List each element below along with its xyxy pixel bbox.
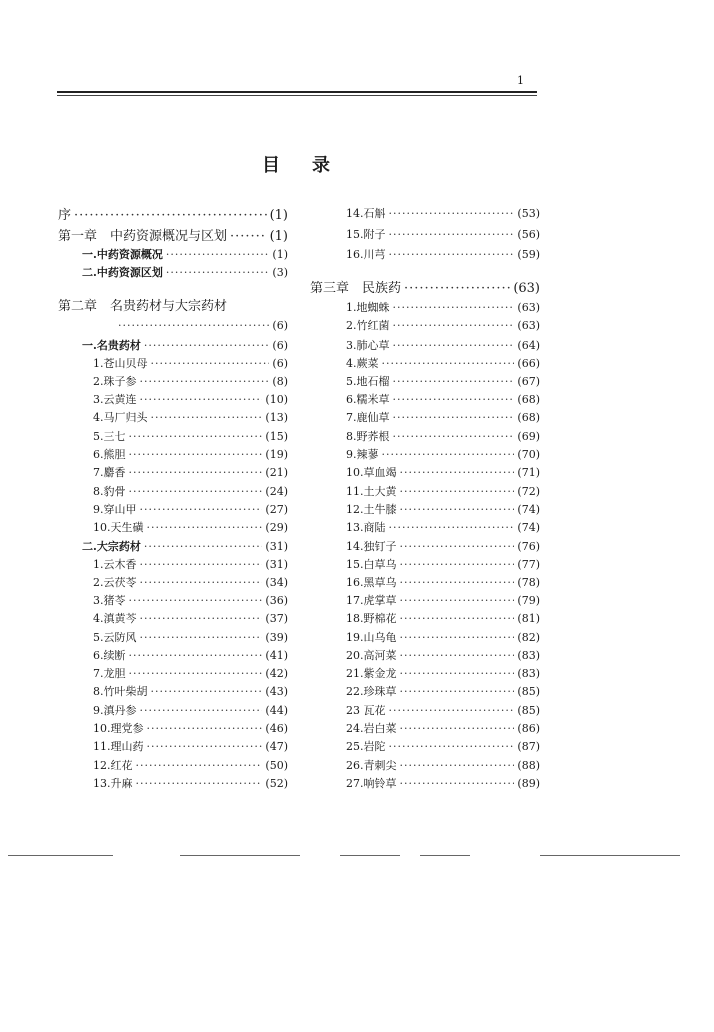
dot-leader <box>400 722 515 736</box>
dot-leader <box>230 228 267 246</box>
toc-entry <box>93 393 288 407</box>
toc-entry-label: 17.虎掌草 <box>346 594 397 607</box>
toc-entry <box>93 722 288 736</box>
toc-entry-page: (79) <box>517 594 540 607</box>
dot-leader <box>129 594 263 608</box>
toc-entry <box>346 411 540 425</box>
toc-entry <box>93 466 288 480</box>
dot-leader <box>147 740 263 754</box>
dot-leader <box>389 248 515 262</box>
dot-leader <box>400 631 515 645</box>
toc-entry <box>346 558 540 572</box>
toc-entry-page: (39) <box>265 631 288 644</box>
toc-entry <box>346 301 540 315</box>
dot-leader <box>151 411 263 425</box>
dot-leader <box>400 540 515 554</box>
toc-entry-page: (46) <box>265 722 288 735</box>
toc-entry-label: 第三章 民族药 <box>310 281 402 296</box>
toc-entry-label: 二.大宗药材 <box>82 540 141 553</box>
toc-entry <box>346 393 540 407</box>
dot-leader <box>393 393 515 407</box>
toc-entry-label: 1.地蜘蛛 <box>346 301 390 314</box>
scan-line <box>340 855 400 856</box>
toc-entry-label: 11.理山药 <box>93 740 144 753</box>
toc-entry-label: 8.野荞根 <box>346 430 390 443</box>
toc-entry <box>93 558 288 572</box>
toc-section-entry <box>82 248 288 262</box>
toc-entry-label: 10.理党参 <box>93 722 144 735</box>
toc-entry <box>93 411 288 425</box>
dot-leader <box>118 319 269 333</box>
dot-leader <box>393 301 515 315</box>
toc-entry-page: (67) <box>517 375 540 388</box>
toc-entry <box>346 667 540 681</box>
toc-entry-label: 一.中药资源概况 <box>82 248 163 261</box>
toc-entry-label: 13.升麻 <box>93 777 133 790</box>
toc-entry-page: (8) <box>272 375 288 388</box>
dot-leader <box>400 649 515 663</box>
toc-entry-label: 12.红花 <box>93 759 133 772</box>
toc-entry-label: 16.黑草乌 <box>346 576 397 589</box>
toc-entry-label: 25.岩陀 <box>346 740 386 753</box>
toc-entry-page: (1) <box>269 208 288 223</box>
dot-leader <box>129 667 263 681</box>
dot-leader <box>400 685 515 699</box>
toc-entry-page: (1) <box>272 248 288 261</box>
dot-leader <box>129 485 263 499</box>
dot-leader <box>140 503 263 517</box>
toc-entry <box>346 339 540 353</box>
toc-entry <box>346 540 540 554</box>
dot-leader <box>140 375 270 389</box>
toc-entry-label: 16.川芎 <box>346 248 386 261</box>
toc-entry-page: (24) <box>265 485 288 498</box>
toc-entry-page: (6) <box>272 319 288 332</box>
dot-leader <box>140 576 263 590</box>
dot-leader <box>140 612 263 626</box>
toc-entry-page: (3) <box>272 266 288 279</box>
toc-entry-label: 6.熊胆 <box>93 448 126 461</box>
toc-entry-label: 26.青刺尖 <box>346 759 397 772</box>
toc-entry-page: (43) <box>265 685 288 698</box>
toc-entry <box>93 704 288 718</box>
toc-entry-label: 7.鹿仙草 <box>346 411 390 424</box>
toc-entry-page: (56) <box>517 228 540 241</box>
toc-entry <box>93 503 288 517</box>
toc-entry-page: (53) <box>517 207 540 220</box>
page-title: 目录 <box>262 155 362 176</box>
toc-entry <box>93 759 288 773</box>
toc-entry-label: 第一章 中药资源概况与区划 <box>58 229 228 244</box>
scan-line <box>8 855 113 856</box>
toc-entry-page: (82) <box>517 631 540 644</box>
toc-entry-page: (66) <box>517 357 540 370</box>
toc-entry-page: (52) <box>265 777 288 790</box>
dot-leader <box>389 207 515 221</box>
toc-entry-page: (86) <box>517 722 540 735</box>
toc-entry <box>93 667 288 681</box>
dot-leader <box>136 759 263 773</box>
toc-entry-page: (63) <box>513 281 540 296</box>
toc-entry-label: 4.蕨菜 <box>346 357 379 370</box>
toc-entry-label: 4.滇黄芩 <box>93 612 137 625</box>
dot-leader <box>404 280 510 298</box>
dot-leader <box>144 540 263 554</box>
toc-entry-label: 10.天生磺 <box>93 521 144 534</box>
toc-entry-label: 4.马厂归头 <box>93 411 148 424</box>
dot-leader <box>140 393 263 407</box>
toc-chapter-entry <box>310 280 540 298</box>
toc-entry-page: (64) <box>517 339 540 352</box>
toc-entry <box>346 631 540 645</box>
toc-entry-label: 20.高河菜 <box>346 649 397 662</box>
scan-line <box>420 855 470 856</box>
dot-leader <box>400 503 515 517</box>
dot-leader <box>400 667 515 681</box>
toc-entry-label: 22.珍珠草 <box>346 685 397 698</box>
dot-leader <box>129 448 263 462</box>
toc-entry <box>346 521 540 535</box>
dot-leader <box>166 248 270 262</box>
dot-leader <box>140 704 263 718</box>
dot-leader <box>400 485 515 499</box>
toc-entry-label: 8.竹叶柴胡 <box>93 685 148 698</box>
toc-entry-label: 1.云木香 <box>93 558 137 571</box>
toc-entry-label: 二.中药资源区划 <box>82 266 163 279</box>
toc-entry <box>346 357 540 371</box>
toc-entry-label: 21.紫金龙 <box>346 667 397 680</box>
dot-leader <box>400 558 515 572</box>
toc-entry-page: (41) <box>265 649 288 662</box>
toc-entry-page: (10) <box>265 393 288 406</box>
toc-entry-page: (59) <box>517 248 540 261</box>
toc-entry-label: 5.地石榴 <box>346 375 390 388</box>
toc-entry <box>346 704 540 718</box>
toc-entry <box>346 228 540 242</box>
toc-entry-label: 14.独钉子 <box>346 540 397 553</box>
toc-entry <box>93 448 288 462</box>
scan-line <box>540 855 680 856</box>
toc-entry-label: 19.山乌龟 <box>346 631 397 644</box>
dot-leader <box>140 558 263 572</box>
toc-entry-page: (63) <box>517 301 540 314</box>
toc-entry-page: (63) <box>517 319 540 332</box>
toc-entry-page: (72) <box>517 485 540 498</box>
toc-entry <box>346 576 540 590</box>
toc-entry-label: 6.续断 <box>93 649 126 662</box>
toc-entry-page: (76) <box>517 540 540 553</box>
toc-chapter-entry <box>58 207 288 225</box>
dot-leader <box>400 759 515 773</box>
toc-entry-label: 第二章 名贵药材与大宗药材 <box>58 299 228 314</box>
toc-entry-page: (15) <box>265 430 288 443</box>
toc-entry-page: (13) <box>265 411 288 424</box>
toc-chapter-entry <box>58 298 227 316</box>
toc-entry-label: 一.名贵药材 <box>82 339 141 352</box>
toc-entry <box>346 594 540 608</box>
toc-entry <box>346 430 540 444</box>
dot-leader <box>129 466 263 480</box>
dot-leader <box>400 466 515 480</box>
toc-entry <box>93 685 288 699</box>
dot-leader <box>382 357 515 371</box>
toc-entry-label: 2.云茯苓 <box>93 576 137 589</box>
toc-entry <box>346 759 540 773</box>
dot-leader <box>147 722 263 736</box>
toc-entry-page: (44) <box>265 704 288 717</box>
toc-entry <box>93 612 288 626</box>
toc-entry <box>93 594 288 608</box>
scan-line <box>180 855 300 856</box>
dot-leader <box>151 685 263 699</box>
toc-entry-page: (69) <box>517 430 540 443</box>
dot-leader <box>393 375 515 389</box>
dot-leader <box>129 430 263 444</box>
toc-entry-page: (83) <box>517 649 540 662</box>
dot-leader <box>400 594 515 608</box>
toc-entry-label: 15.附子 <box>346 228 386 241</box>
toc-entry <box>93 740 288 754</box>
toc-entry-label: 10.草血竭 <box>346 466 397 479</box>
header-rule-thin <box>57 95 537 96</box>
toc-entry-page: (19) <box>265 448 288 461</box>
toc-entry-label: 8.豹骨 <box>93 485 126 498</box>
dot-leader <box>140 631 263 645</box>
toc-entry-page: (85) <box>517 704 540 717</box>
toc-entry-page: (27) <box>265 503 288 516</box>
dot-leader <box>129 649 263 663</box>
toc-entry-page: (29) <box>265 521 288 534</box>
toc-entry-page: (6) <box>272 357 288 370</box>
toc-entry <box>93 357 288 371</box>
toc-entry <box>93 521 288 535</box>
toc-entry-page: (34) <box>265 576 288 589</box>
toc-entry <box>93 576 288 590</box>
toc-entry <box>93 649 288 663</box>
dot-leader <box>74 207 267 225</box>
dot-leader <box>393 339 515 353</box>
toc-entry-label: 14.石斛 <box>346 207 386 220</box>
toc-entry-page: (1) <box>269 229 288 244</box>
toc-entry-page: (21) <box>265 466 288 479</box>
toc-entry-page: (42) <box>265 667 288 680</box>
toc-entry-page: (78) <box>517 576 540 589</box>
dot-leader <box>147 521 263 535</box>
header-rule-thick <box>57 91 537 93</box>
toc-entry-label: 18.野棉花 <box>346 612 397 625</box>
dot-leader <box>136 777 263 791</box>
dot-leader <box>393 319 515 333</box>
toc-entry-page: (77) <box>517 558 540 571</box>
toc-entry-page: (89) <box>517 777 540 790</box>
dot-leader <box>166 266 270 280</box>
toc-entry-page: (74) <box>517 521 540 534</box>
toc-entry-page: (88) <box>517 759 540 772</box>
toc-entry <box>93 485 288 499</box>
toc-entry <box>346 248 540 262</box>
toc-entry-label: 5.云防风 <box>93 631 137 644</box>
toc-entry-label: 24.岩白菜 <box>346 722 397 735</box>
toc-entry <box>346 685 540 699</box>
toc-entry <box>93 631 288 645</box>
toc-entry-page: (47) <box>265 740 288 753</box>
toc-entry-label: 3.猪苓 <box>93 594 126 607</box>
toc-entry-label: 7.龙胆 <box>93 667 126 680</box>
toc-chapter-entry <box>58 228 288 246</box>
dot-leader <box>393 411 515 425</box>
dot-leader <box>400 612 515 626</box>
toc-entry-label: 3.云黄连 <box>93 393 137 406</box>
toc-entry-label: 1.苍山贝母 <box>93 357 148 370</box>
toc-entry <box>346 466 540 480</box>
toc-entry-page: (87) <box>517 740 540 753</box>
toc-entry-page: (74) <box>517 503 540 516</box>
toc-section-entry <box>82 540 288 554</box>
toc-entry-page: (6) <box>272 339 288 352</box>
dot-leader <box>389 228 515 242</box>
toc-entry <box>346 207 540 221</box>
toc-entry-page: (85) <box>517 685 540 698</box>
toc-entry-label: 23 瓦花 <box>346 704 386 717</box>
toc-entry <box>346 740 540 754</box>
toc-entry-label: 序 <box>58 208 72 223</box>
toc-entry <box>115 319 288 333</box>
dot-leader <box>389 704 515 718</box>
toc-entry <box>346 722 540 736</box>
toc-entry-label: 9.滇丹参 <box>93 704 137 717</box>
dot-leader <box>151 357 270 371</box>
toc-entry-label: 11.土大黄 <box>346 485 397 498</box>
toc-entry-label: 2.珠子参 <box>93 375 137 388</box>
toc-section-entry <box>82 339 288 353</box>
toc-entry-page: (81) <box>517 612 540 625</box>
toc-entry-page: (68) <box>517 393 540 406</box>
toc-entry <box>346 448 540 462</box>
toc-entry-label: 12.土牛膝 <box>346 503 397 516</box>
toc-entry-label: 6.糯米草 <box>346 393 390 406</box>
dot-leader <box>389 521 515 535</box>
toc-entry <box>346 503 540 517</box>
dot-leader <box>393 430 515 444</box>
toc-entry <box>346 319 540 333</box>
dot-leader <box>389 740 515 754</box>
toc-entry <box>346 375 540 389</box>
toc-entry <box>93 777 288 791</box>
page-number: 1 <box>517 74 524 87</box>
toc-entry <box>346 485 540 499</box>
toc-entry <box>346 649 540 663</box>
toc-entry-label: 2.竹红菌 <box>346 319 390 332</box>
toc-entry-page: (83) <box>517 667 540 680</box>
dot-leader <box>144 339 270 353</box>
dot-leader <box>400 777 515 791</box>
toc-entry <box>346 612 540 626</box>
toc-entry-page: (37) <box>265 612 288 625</box>
toc-entry <box>93 430 288 444</box>
toc-entry-label: 13.商陆 <box>346 521 386 534</box>
toc-entry-label: 9.穿山甲 <box>93 503 137 516</box>
toc-entry-page: (31) <box>265 558 288 571</box>
toc-section-entry <box>82 266 288 280</box>
toc-entry-page: (31) <box>265 540 288 553</box>
toc-entry <box>346 777 540 791</box>
dot-leader <box>400 576 515 590</box>
toc-entry-page: (71) <box>517 466 540 479</box>
toc-entry <box>93 375 288 389</box>
toc-entry-page: (36) <box>265 594 288 607</box>
toc-entry-label: 27.响铃草 <box>346 777 397 790</box>
toc-entry-page: (50) <box>265 759 288 772</box>
toc-entry-page: (70) <box>517 448 540 461</box>
toc-entry-label: 15.白草乌 <box>346 558 397 571</box>
toc-entry-label: 5.三七 <box>93 430 126 443</box>
toc-entry-page: (68) <box>517 411 540 424</box>
toc-entry-label: 7.麝香 <box>93 466 126 479</box>
toc-entry-label: 9.辣蓼 <box>346 448 379 461</box>
toc-entry-label: 3.肺心草 <box>346 339 390 352</box>
dot-leader <box>382 448 515 462</box>
